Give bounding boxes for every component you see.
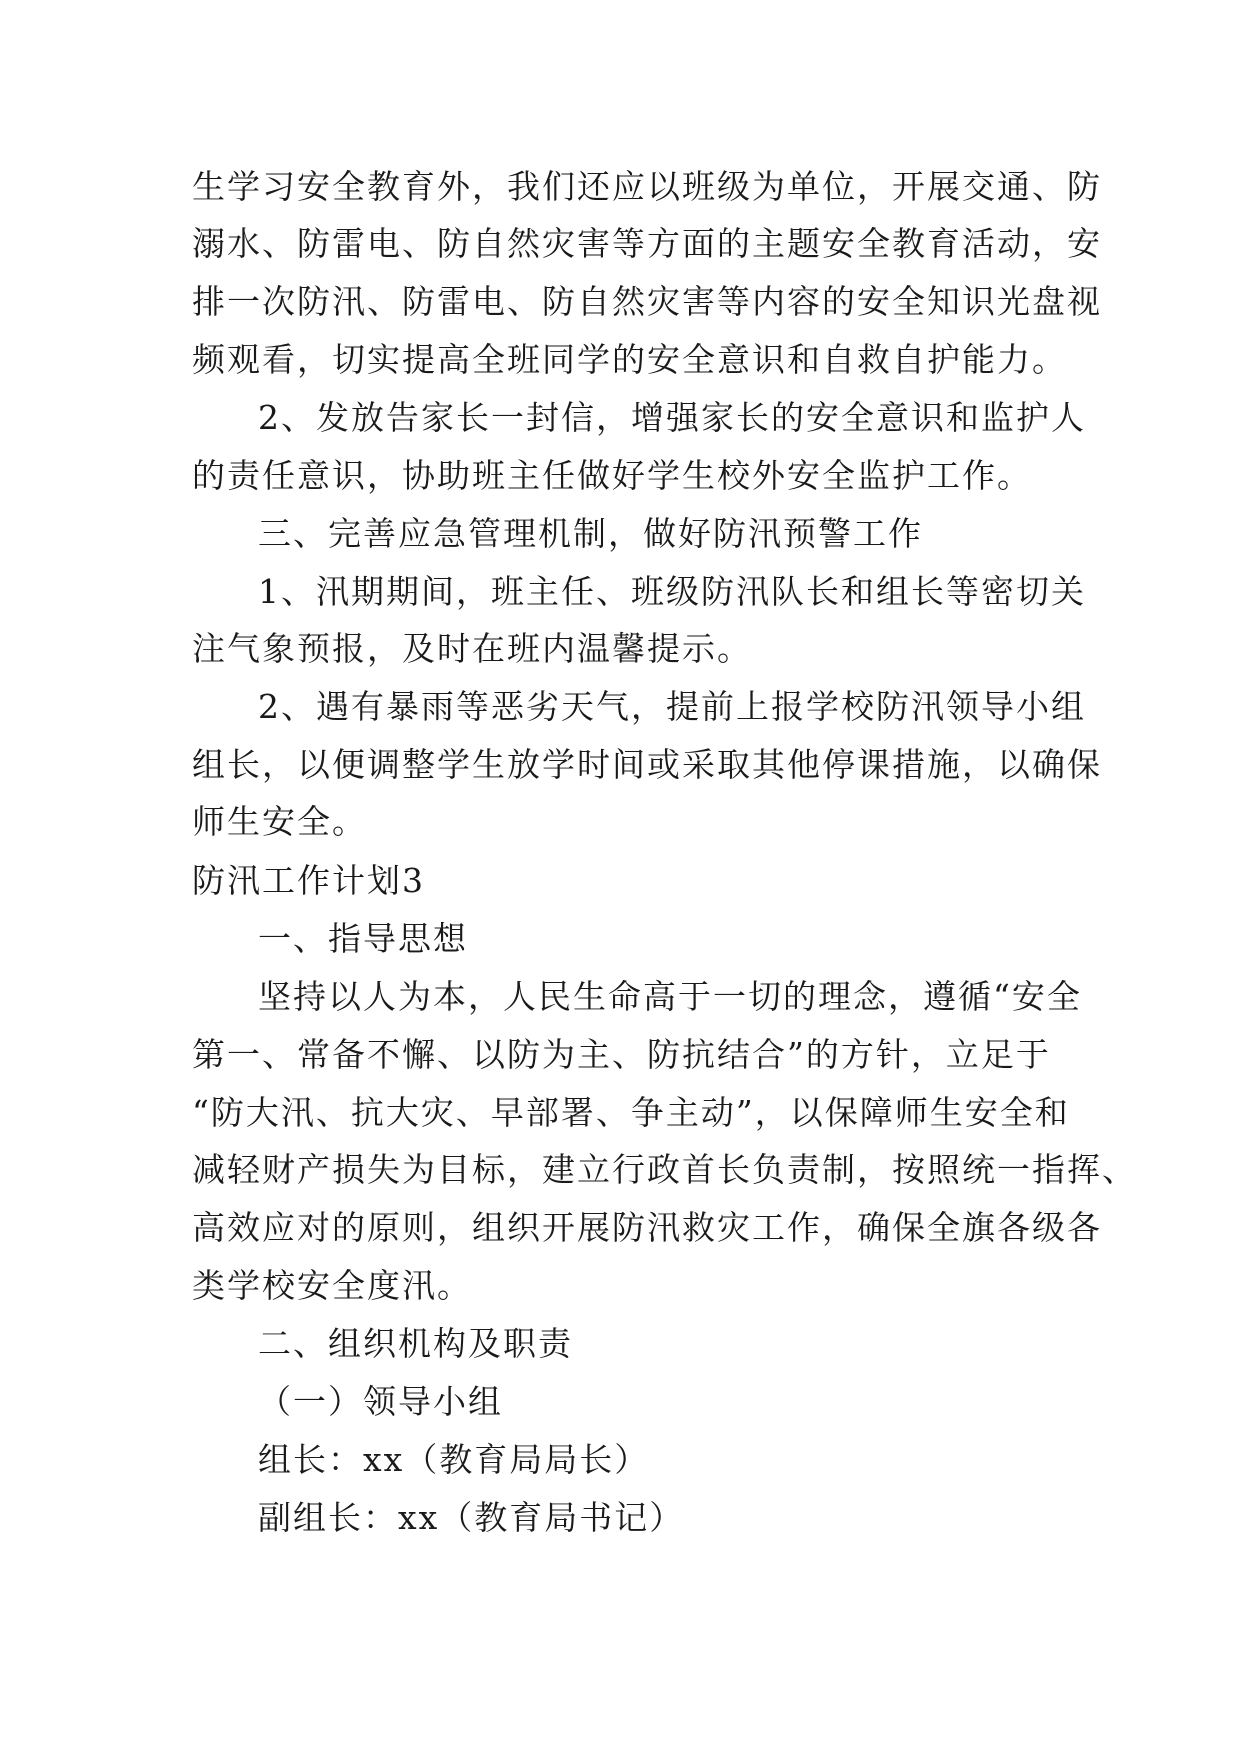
paragraph-start-line: 坚持以人为本，人民生命高于一切的理念，遵循“安全 bbox=[258, 977, 1082, 1016]
subsection-heading: （一）领导小组 bbox=[258, 1382, 503, 1421]
paragraph-start-line: 1、汛期期间，班主任、班级防汛队长和组长等密切关 bbox=[258, 572, 1086, 611]
body-text-line: 排一次防汛、防雷电、防自然灾害等内容的安全知识光盘视 bbox=[192, 282, 1102, 321]
section-heading: 一、指导思想 bbox=[258, 919, 468, 958]
body-text-line: 第一、常备不懈、以防为主、防抗结合”的方针，立足于 bbox=[192, 1035, 1051, 1074]
body-text-line: 副组长：xx（教育局书记） bbox=[258, 1498, 685, 1537]
body-text-line: 频观看，切实提高全班同学的安全意识和自救自护能力。 bbox=[192, 340, 1067, 379]
body-text-line: 组长，以便调整学生放学时间或采取其他停课措施，以确保 bbox=[192, 745, 1102, 784]
body-text-line: 的责任意识，协助班主任做好学生校外安全监护工作。 bbox=[192, 456, 1032, 495]
paragraph-start-line: 2、遇有暴雨等恶劣天气，提前上报学校防汛领导小组 bbox=[258, 687, 1086, 726]
body-text-line: 注气象预报，及时在班内温馨提示。 bbox=[192, 629, 752, 668]
body-text-line: 生学习安全教育外，我们还应以班级为单位，开展交通、防 bbox=[192, 167, 1102, 206]
body-text-line: 高效应对的原则，组织开展防汛救灾工作，确保全旗各级各 bbox=[192, 1208, 1102, 1247]
body-text-line: 师生安全。 bbox=[192, 802, 367, 841]
body-text-line: 减轻财产损失为目标，建立行政首长负责制，按照统一指挥、 bbox=[192, 1150, 1137, 1189]
section-heading: 三、完善应急管理机制，做好防汛预警工作 bbox=[258, 514, 923, 553]
body-text-line: 类学校安全度汛。 bbox=[192, 1266, 472, 1305]
section-heading: 二、组织机构及职责 bbox=[258, 1324, 573, 1363]
paragraph-start-line: 2、发放告家长一封信，增强家长的安全意识和监护人 bbox=[258, 398, 1086, 437]
body-text-line: “防大汛、抗大灾、早部署、争主动”，以保障师生安全和 bbox=[192, 1093, 1070, 1132]
document-section-title: 防汛工作计划3 bbox=[192, 861, 425, 900]
body-text-line: 溺水、防雷电、防自然灾害等方面的主题安全教育活动，安 bbox=[192, 224, 1102, 263]
body-text-line: 组长：xx（教育局局长） bbox=[258, 1440, 650, 1479]
